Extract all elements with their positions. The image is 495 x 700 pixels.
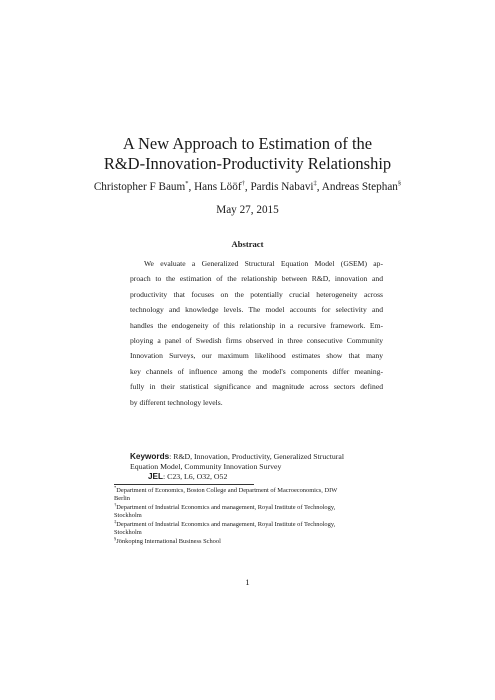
keywords-label: Keywords <box>130 452 170 461</box>
footnote-mark: † <box>114 502 117 508</box>
footnote <box>114 538 406 546</box>
author-separator: , <box>188 181 195 193</box>
footnotes <box>114 487 406 547</box>
title-line: R&D-Innovation-Productivity Relationship <box>103 154 392 173</box>
footnote-rule <box>114 484 254 485</box>
abstract-line: proach to the estimation of the relationship between R&D, innovation and <box>130 274 383 284</box>
abstract-line: fully in their statistical significance and magnitude across sectors defined <box>130 382 383 392</box>
abstract-line: by different technology levels. <box>130 397 223 407</box>
footnote-mark: * <box>114 485 117 490</box>
author-separator: , <box>244 181 251 193</box>
abstract-line: We evaluate a Generalized Structural Equation Model (GSEM) ap- <box>144 259 383 268</box>
author-name: Christopher F Baum <box>93 181 186 193</box>
author-separator: , <box>316 181 322 193</box>
footnote-line: Berlin <box>114 495 130 503</box>
footnote-text: Department of Industrial Economics and management, Royal Institute of Technology, <box>116 521 336 529</box>
author-name: Pardis Nabavi <box>250 181 314 193</box>
author-affiliation-mark: * <box>185 180 189 187</box>
keywords-text: : R&D, Innovation, Productivity, Generalized Structural <box>169 452 345 461</box>
title-line: A New Approach to Estimation of the <box>122 134 373 153</box>
footnote <box>114 504 406 521</box>
abstract-line: technology and knowledge levels. The model accounts for selectivity and <box>130 305 383 315</box>
footnote-line <box>114 538 406 546</box>
jel-label: JEL <box>148 472 164 481</box>
jel-codes <box>148 472 227 482</box>
footnote-line <box>114 487 406 495</box>
author-name: Hans Lööf <box>194 181 242 193</box>
footnote-text: Jönkoping International Business School <box>116 538 221 546</box>
abstract-line: handles the endogeneity of this relationship in a recursive framework. Em- <box>130 320 383 330</box>
footnote <box>114 521 406 538</box>
author-affiliation-mark: † <box>241 180 245 187</box>
paper-title <box>0 134 495 174</box>
author-list <box>0 180 495 194</box>
author-affiliation-mark: ‡ <box>313 180 317 187</box>
footnote <box>114 487 406 504</box>
keywords-line: Equation Model, Community Innovation Survey <box>130 461 282 471</box>
keywords-line <box>130 452 380 462</box>
author-name: Andreas Stephan <box>321 181 398 193</box>
footnote-mark: § <box>114 536 117 542</box>
footnote-mark: ‡ <box>114 519 117 525</box>
footnote-text: Department of Industrial Economics and management, Royal Institute of Technology, <box>116 504 336 512</box>
abstract-line: key channels of influence among the model's components differ meaning- <box>130 366 383 376</box>
footnote-line <box>114 521 406 529</box>
jel-value: : C23, L6, O32, O52 <box>163 472 228 481</box>
abstract-line: ploying a panel of Swedish firms observed in three consecutive Community <box>130 336 383 346</box>
keywords-block <box>130 452 380 471</box>
footnote-line: Stockholm <box>114 529 142 537</box>
footnote-line <box>114 504 406 512</box>
abstract-heading: Abstract <box>231 239 264 249</box>
paper-date: May 27, 2015 <box>216 204 279 216</box>
footnote-line: Stockholm <box>114 512 142 520</box>
abstract-line: Innovation Surveys, our maximum likelihood estimates show that many <box>130 351 383 361</box>
page-number: 1 <box>245 577 250 587</box>
footnote-text: Department of Economics, Boston College and Department of Macroeconomics, DIW <box>116 487 338 494</box>
abstract-body <box>130 256 383 410</box>
author-affiliation-mark: § <box>397 180 402 187</box>
abstract-line: productivity that focuses on the potentially crucial heterogeneity across <box>130 289 383 299</box>
